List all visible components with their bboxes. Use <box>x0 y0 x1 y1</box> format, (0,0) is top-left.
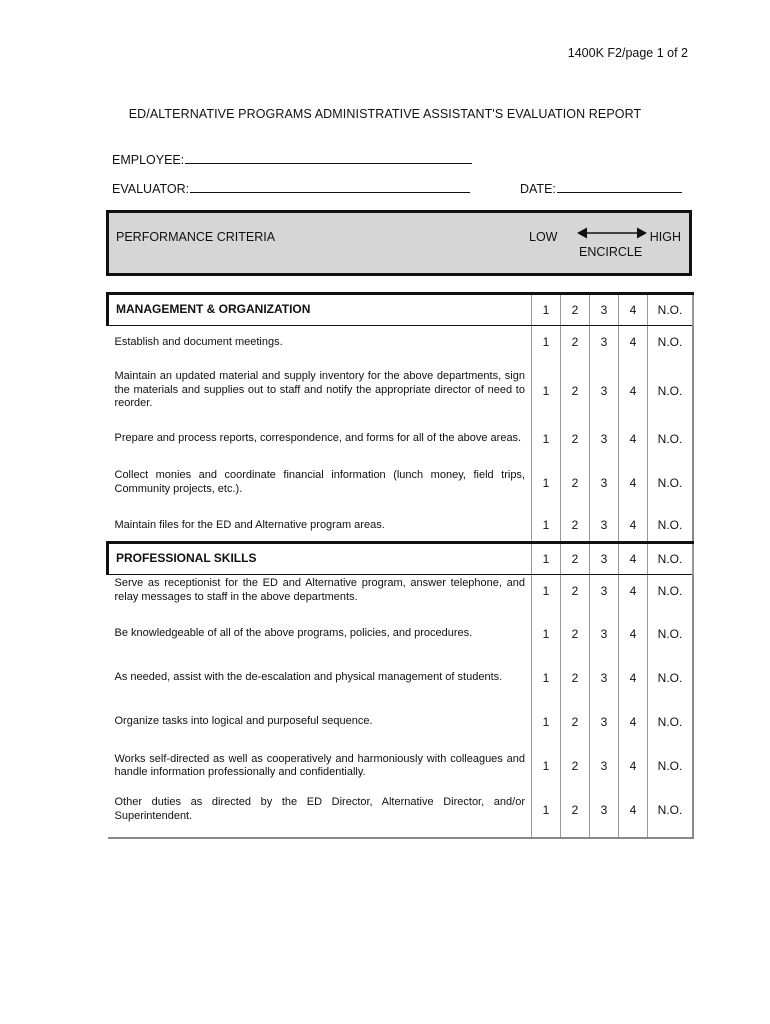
rating-option-1[interactable]: 1 <box>532 695 561 750</box>
criteria-text: Other duties as directed by the ED Director, Alternative Director, and/or Superintendent. <box>108 783 532 838</box>
rating-option-1[interactable]: 1 <box>532 783 561 838</box>
rating-option-2[interactable]: 2 <box>561 575 590 607</box>
criteria-text: Be knowledgeable of all of the above programs, policies, and procedures. <box>114 627 473 640</box>
rating-option-2[interactable]: 2 <box>561 695 590 750</box>
rating-option-3[interactable]: 3 <box>590 510 619 543</box>
rating-option-2[interactable]: 2 <box>561 662 590 695</box>
date-label: DATE: <box>520 182 556 196</box>
criteria-text: Works self-directed as well as cooperatively and harmoniously with colleagues and handle information professionally and confidentially. <box>114 752 525 778</box>
rating-option-no[interactable]: N.O. <box>648 750 694 783</box>
date-line[interactable] <box>557 180 682 193</box>
rating-option-4[interactable]: 4 <box>619 456 648 510</box>
criteria-text: Maintain files for the ED and Alternative program areas. <box>114 518 385 531</box>
section-title: PROFESSIONAL SKILLS <box>108 543 532 575</box>
rating-option-3[interactable]: 3 <box>590 423 619 456</box>
employee-line[interactable] <box>185 151 472 164</box>
rating-option-3[interactable]: 3 <box>590 783 619 838</box>
section-scale-3: 3 <box>590 294 619 326</box>
rating-option-1[interactable]: 1 <box>532 423 561 456</box>
rating-option-2[interactable]: 2 <box>561 359 590 423</box>
rating-option-3[interactable]: 3 <box>590 750 619 783</box>
rating-option-no[interactable]: N.O. <box>648 326 694 359</box>
criteria-row <box>108 326 694 359</box>
section-scale-no: N.O. <box>648 543 694 575</box>
criteria-row <box>108 575 694 607</box>
rating-option-no[interactable]: N.O. <box>648 695 694 750</box>
criteria-text: Establish and document meetings. <box>114 335 283 348</box>
section-scale-4: 4 <box>619 294 648 326</box>
section-header-row <box>108 294 694 326</box>
rating-option-1[interactable]: 1 <box>532 575 561 607</box>
criteria-row <box>108 423 694 456</box>
rating-option-no[interactable]: N.O. <box>648 456 694 510</box>
criteria-row <box>108 359 694 423</box>
rating-option-no[interactable]: N.O. <box>648 607 694 662</box>
evaluation-table <box>106 292 694 839</box>
section-scale-3: 3 <box>590 543 619 575</box>
rating-option-no[interactable]: N.O. <box>648 662 694 695</box>
criteria-text: Organize tasks into logical and purposeful sequence. <box>114 715 373 728</box>
rating-option-1[interactable]: 1 <box>532 510 561 543</box>
rating-option-4[interactable]: 4 <box>619 783 648 838</box>
rating-option-3[interactable]: 3 <box>590 359 619 423</box>
rating-option-no[interactable]: N.O. <box>648 575 694 607</box>
rating-option-no[interactable]: N.O. <box>648 783 694 838</box>
rating-option-1[interactable]: 1 <box>532 359 561 423</box>
section-scale-2: 2 <box>561 294 590 326</box>
document-title: ED/ALTERNATIVE PROGRAMS ADMINISTRATIVE ASSISTANT'S EVALUATION REPORT <box>128 107 642 121</box>
performance-criteria-label: PERFORMANCE CRITERIA <box>116 230 276 244</box>
rating-option-3[interactable]: 3 <box>590 575 619 607</box>
rating-option-1[interactable]: 1 <box>532 326 561 359</box>
rating-option-no[interactable]: N.O. <box>648 423 694 456</box>
criteria-text: Prepare and process reports, correspondence, and forms for all of the above areas. <box>114 432 522 445</box>
section-scale-no: N.O. <box>648 294 694 326</box>
performance-criteria-header <box>106 210 692 276</box>
rating-option-4[interactable]: 4 <box>619 695 648 750</box>
rating-option-4[interactable]: 4 <box>619 326 648 359</box>
low-label: LOW <box>529 230 558 244</box>
page-reference: 1400K F2/page 1 of 2 <box>567 46 688 60</box>
rating-option-4[interactable]: 4 <box>619 423 648 456</box>
rating-option-1[interactable]: 1 <box>532 607 561 662</box>
evaluator-label: EVALUATOR: <box>112 182 190 196</box>
employee-label: EMPLOYEE: <box>112 153 185 167</box>
criteria-row <box>108 695 694 750</box>
evaluator-line[interactable] <box>190 180 470 193</box>
section-scale-1: 1 <box>532 294 561 326</box>
rating-option-no[interactable]: N.O. <box>648 510 694 543</box>
rating-option-2[interactable]: 2 <box>561 510 590 543</box>
rating-option-3[interactable]: 3 <box>590 695 619 750</box>
criteria-row <box>108 510 694 543</box>
criteria-text: As needed, assist with the de-escalation and physical management of students. <box>114 671 503 684</box>
rating-option-1[interactable]: 1 <box>532 456 561 510</box>
criteria-row <box>108 783 694 838</box>
section-scale-1: 1 <box>532 543 561 575</box>
encircle-label: ENCIRCLE <box>579 245 643 259</box>
rating-option-3[interactable]: 3 <box>590 326 619 359</box>
rating-option-4[interactable]: 4 <box>619 750 648 783</box>
rating-option-2[interactable]: 2 <box>561 750 590 783</box>
rating-option-2[interactable]: 2 <box>561 423 590 456</box>
section-scale-4: 4 <box>619 543 648 575</box>
rating-option-no[interactable]: N.O. <box>648 359 694 423</box>
criteria-text: Maintain an updated material and supply inventory for the above departments, sign the materials and supplies out to staff and notify the appropriate director of need to reorder. <box>114 370 525 410</box>
double-arrow-icon <box>577 226 647 240</box>
rating-option-3[interactable]: 3 <box>590 662 619 695</box>
criteria-text: Serve as receptionist for the ED and Alternative program, answer telephone, and relay messages to staff in the above departments. <box>114 577 525 603</box>
employee-field[interactable] <box>112 151 472 167</box>
rating-option-2[interactable]: 2 <box>561 783 590 838</box>
rating-option-3[interactable]: 3 <box>590 607 619 662</box>
high-label: HIGH <box>649 230 681 244</box>
rating-option-1[interactable]: 1 <box>532 662 561 695</box>
criteria-row <box>108 662 694 695</box>
section-title: MANAGEMENT & ORGANIZATION <box>108 294 532 326</box>
rating-option-3[interactable]: 3 <box>590 456 619 510</box>
rating-option-4[interactable]: 4 <box>619 662 648 695</box>
criteria-row <box>108 750 694 783</box>
criteria-row <box>108 607 694 662</box>
section-scale-2: 2 <box>561 543 590 575</box>
date-field[interactable] <box>520 180 682 196</box>
criteria-row <box>108 456 694 510</box>
rating-option-2[interactable]: 2 <box>561 607 590 662</box>
rating-option-4[interactable]: 4 <box>619 359 648 423</box>
rating-option-2[interactable]: 2 <box>561 326 590 359</box>
rating-option-1[interactable]: 1 <box>532 750 561 783</box>
section-header-row <box>108 543 694 575</box>
rating-option-4[interactable]: 4 <box>619 510 648 543</box>
rating-option-4[interactable]: 4 <box>619 607 648 662</box>
rating-option-2[interactable]: 2 <box>561 456 590 510</box>
rating-option-4[interactable]: 4 <box>619 575 648 607</box>
criteria-text: Collect monies and coordinate financial information (lunch money, field trips, Community projects, etc.). <box>114 469 525 495</box>
evaluator-field[interactable] <box>112 180 470 196</box>
